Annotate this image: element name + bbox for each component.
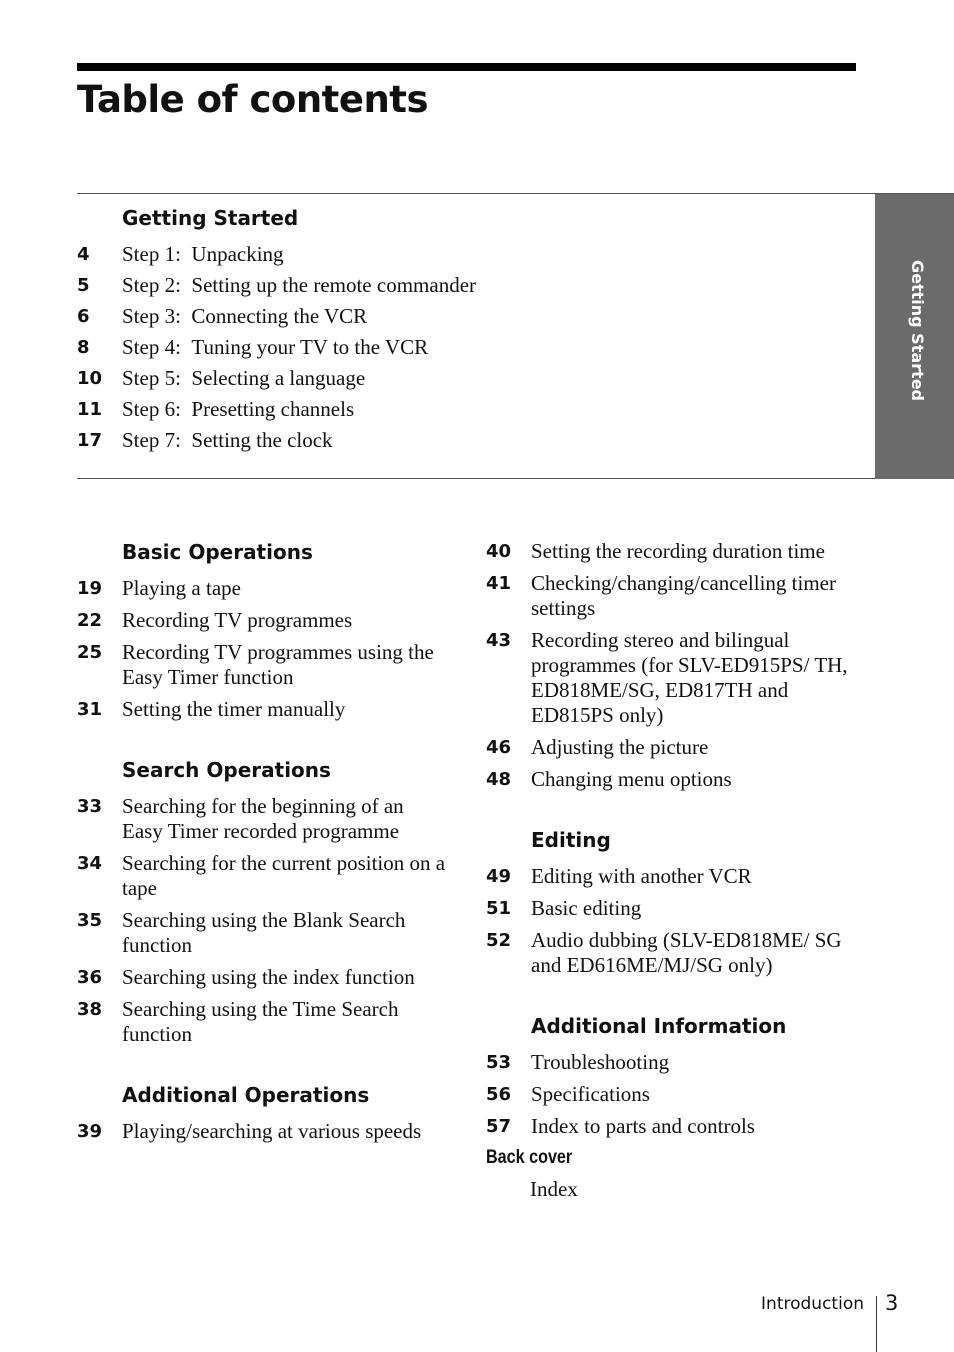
toc-entry[interactable] — [77, 608, 449, 633]
toc-entry[interactable] — [486, 896, 858, 921]
entry-title: Step 4: Tuning your TV to the VCR — [122, 335, 429, 359]
toc-entry[interactable] — [77, 851, 449, 901]
page-ref: 57 — [486, 1116, 512, 1137]
page-ref: 25 — [77, 642, 103, 663]
entry-title: Troubleshooting — [531, 1050, 670, 1074]
entry-title: Playing/searching at various speeds — [122, 1119, 422, 1143]
footer-divider — [876, 1296, 877, 1352]
entry-title: Step 6: Presetting channels — [122, 397, 355, 421]
back-cover-entry[interactable]: Index — [530, 1177, 578, 1201]
toc-entry[interactable] — [77, 576, 449, 601]
page-ref: 48 — [486, 769, 512, 790]
entry-title: Searching for the current position on a tape — [122, 851, 446, 900]
section-heading: Additional Information — [531, 1014, 787, 1038]
toc-entry[interactable] — [77, 428, 597, 453]
toc-entry[interactable] — [486, 1082, 858, 1107]
toc-entry[interactable] — [486, 735, 858, 760]
toc-entry[interactable] — [77, 997, 449, 1047]
entry-title: Step 1: Unpacking — [122, 242, 284, 266]
side-tab-label: Getting Started — [908, 260, 927, 401]
page-ref: 31 — [77, 699, 103, 720]
page-ref: 34 — [77, 853, 103, 874]
toc-entry[interactable] — [77, 366, 597, 391]
top-rule — [77, 63, 856, 71]
toc-entry[interactable] — [77, 304, 597, 329]
entry-title: Setting the recording duration time — [531, 539, 825, 563]
section-heading: Search Operations — [122, 758, 331, 782]
page-ref: 46 — [486, 737, 512, 758]
page-ref: 10 — [77, 368, 103, 389]
page-ref: 40 — [486, 541, 512, 562]
entry-title: Specifications — [531, 1082, 650, 1106]
right-column — [486, 539, 858, 1202]
section-heading: Additional Operations — [122, 1083, 370, 1107]
toc-entry[interactable] — [486, 1114, 858, 1139]
toc-entry[interactable] — [77, 908, 449, 958]
page-ref: 8 — [77, 337, 90, 358]
entry-title: Recording TV programmes using the Easy Timer function — [122, 640, 434, 689]
page-ref: 36 — [77, 967, 103, 988]
page-ref: 53 — [486, 1052, 512, 1073]
entry-title: Searching using the Blank Search function — [122, 908, 406, 957]
entry-title: Basic editing — [531, 896, 642, 920]
entry-title: Checking/changing/cancelling timer settings — [531, 571, 836, 620]
toc-entry[interactable] — [486, 571, 858, 621]
toc-entry[interactable] — [77, 640, 449, 690]
toc-entry[interactable] — [77, 965, 449, 990]
toc-entry[interactable] — [486, 1050, 858, 1075]
page-ref: 19 — [77, 578, 103, 599]
section-heading: Basic Operations — [122, 540, 313, 564]
entry-title: Searching for the beginning of an Easy Timer recorded programme — [122, 794, 404, 843]
page-title: Table of contents — [77, 78, 429, 121]
page-ref: 6 — [77, 306, 90, 327]
entry-title: Step 7: Setting the clock — [122, 428, 333, 452]
entry-title: Step 3: Connecting the VCR — [122, 304, 368, 328]
page-ref: 43 — [486, 630, 512, 651]
toc-entry[interactable] — [486, 767, 858, 792]
toc-entry[interactable] — [77, 1119, 449, 1144]
toc-entry[interactable] — [77, 697, 449, 722]
section-heading: Getting Started — [122, 206, 299, 230]
entry-title: Index to parts and controls — [531, 1114, 755, 1138]
page-ref: 4 — [77, 244, 90, 265]
page-number: 3 — [885, 1291, 899, 1315]
toc-entry[interactable] — [77, 335, 597, 360]
entry-title: Setting the timer manually — [122, 697, 346, 721]
page-ref: 5 — [77, 275, 90, 296]
toc-entry[interactable] — [486, 928, 858, 978]
entry-title: Step 5: Selecting a language — [122, 366, 366, 390]
toc-entry[interactable] — [486, 539, 858, 564]
left-column — [77, 540, 449, 1151]
entry-title: Changing menu options — [531, 767, 732, 791]
page-ref: 39 — [77, 1121, 103, 1142]
side-tab[interactable] — [875, 194, 954, 479]
footer-section-label: Introduction — [761, 1294, 864, 1314]
entry-title: Playing a tape — [122, 576, 241, 600]
toc-entry[interactable] — [77, 242, 597, 267]
entry-title: Audio dubbing (SLV-ED818ME/ SG and ED616ME/MJ/SG only) — [531, 928, 842, 977]
page-ref: 22 — [77, 610, 103, 631]
entry-title: Searching using the index function — [122, 965, 415, 989]
toc-entry[interactable] — [77, 794, 449, 844]
page-ref: 49 — [486, 866, 512, 887]
page-ref: 52 — [486, 930, 512, 951]
page-ref: 17 — [77, 430, 103, 451]
entry-title: Adjusting the picture — [531, 735, 709, 759]
toc-entry[interactable] — [486, 628, 858, 728]
page-ref: 35 — [77, 910, 103, 931]
section-heading: Editing — [531, 828, 611, 852]
toc-entry[interactable] — [77, 397, 597, 422]
entry-title: Editing with another VCR — [531, 864, 752, 888]
page-ref: 41 — [486, 573, 512, 594]
page-ref: 33 — [77, 796, 103, 817]
page-ref: 11 — [77, 399, 103, 420]
toc-entry[interactable] — [486, 864, 858, 889]
page-ref: 38 — [77, 999, 103, 1020]
page-ref: 51 — [486, 898, 512, 919]
entry-title: Step 2: Setting up the remote commander — [122, 273, 477, 297]
entry-title: Searching using the Time Search function — [122, 997, 399, 1046]
back-cover-label: Back cover — [486, 1147, 573, 1168]
section-getting-started — [77, 206, 597, 459]
entry-title: Recording stereo and bilingual programmes (for SLV-ED915PS/ TH, ED818ME/SG, ED817TH and ED815PS only) — [531, 628, 848, 727]
entry-title: Recording TV programmes — [122, 608, 353, 632]
page-ref: 56 — [486, 1084, 512, 1105]
toc-entry[interactable] — [77, 273, 597, 298]
